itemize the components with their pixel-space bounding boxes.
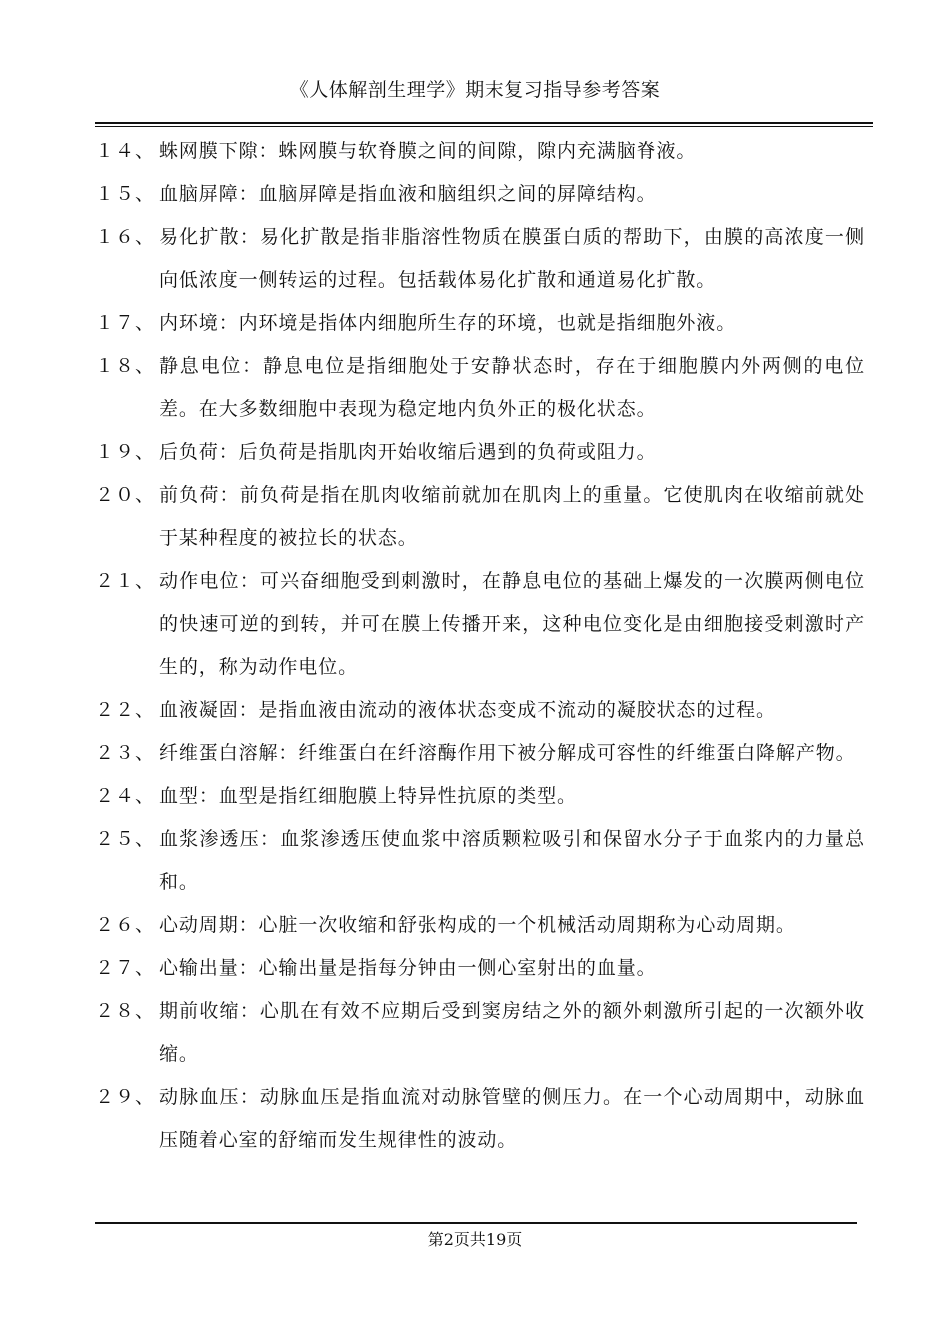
item-text — [159, 216, 865, 302]
item-text — [159, 130, 865, 173]
item-number: １８、 — [95, 355, 156, 377]
item-term: 动脉血压 — [159, 1086, 240, 1108]
footer-rule — [95, 1222, 857, 1224]
list-item-26 — [95, 904, 865, 947]
item-number: ２０、 — [95, 484, 156, 506]
item-term: 后负荷 — [159, 441, 219, 463]
item-number: ２４、 — [95, 785, 156, 807]
item-separator: ： — [219, 484, 240, 506]
list-item-17 — [95, 302, 865, 345]
list-item-21 — [95, 560, 865, 689]
item-definition: 可兴奋细胞受到刺激时，在静息电位的基础上爆发的一次膜两侧电位的快速可逆的到转，并可在膜上传播开来，这种电位变化是由细胞接受刺激时产生的，称为动作电位。 — [159, 570, 865, 678]
item-number: ２１、 — [95, 570, 156, 592]
item-definition: 心脏一次收缩和舒张构成的一个机械活动周期称为心动周期。 — [258, 914, 796, 936]
item-term: 期前收缩 — [159, 1000, 240, 1022]
item-definition: 内环境是指体内细胞所生存的环境，也就是指细胞外液。 — [238, 312, 737, 334]
item-number: ２５、 — [95, 828, 156, 850]
list-item-16 — [95, 216, 865, 302]
item-term: 血浆渗透压 — [159, 828, 260, 850]
page-header-title: 《人体解剖生理学》期末复习指导参考答案 — [289, 79, 661, 101]
item-definition: 血浆渗透压使血浆中溶质颗粒吸引和保留水分子于血浆内的力量总和。 — [159, 828, 865, 893]
item-separator: ： — [198, 785, 219, 807]
item-term: 内环境 — [159, 312, 219, 334]
item-definition: 心肌在有效不应期后受到窦房结之外的额外刺激所引起的一次额外收缩。 — [159, 1000, 865, 1065]
item-definition: 后负荷是指肌肉开始收缩后遇到的负荷或阻力。 — [238, 441, 657, 463]
item-separator: ： — [242, 355, 263, 377]
list-item-18 — [95, 345, 865, 431]
list-item-20 — [95, 474, 865, 560]
item-separator: ： — [238, 957, 259, 979]
item-text — [159, 560, 865, 689]
item-number: １７、 — [95, 312, 156, 334]
list-item-14 — [95, 130, 865, 173]
item-separator: ： — [218, 312, 239, 334]
item-number: １６、 — [95, 226, 156, 248]
list-item-29 — [95, 1076, 865, 1162]
item-text — [159, 990, 865, 1076]
item-term: 纤维蛋白溶解 — [159, 742, 279, 764]
item-text — [159, 775, 865, 818]
item-term: 血液凝固 — [159, 699, 239, 721]
item-number: １５、 — [95, 183, 156, 205]
item-definition: 是指血液由流动的液体状态变成不流动的凝胶状态的过程。 — [258, 699, 776, 721]
item-number: ２６、 — [95, 914, 156, 936]
item-text — [159, 345, 865, 431]
list-item-22 — [95, 689, 865, 732]
item-text — [159, 732, 865, 775]
item-definition: 蛛网膜与软脊膜之间的间隙，隙内充满脑脊液。 — [278, 140, 697, 162]
item-definition: 血型是指红细胞膜上特异性抗原的类型。 — [218, 785, 577, 807]
item-number: ２３、 — [95, 742, 156, 764]
item-text — [159, 173, 865, 216]
item-definition: 纤维蛋白在纤溶酶作用下被分解成可容性的纤维蛋白降解产物。 — [298, 742, 856, 764]
item-definition: 易化扩散是指非脂溶性物质在膜蛋白质的帮助下，由膜的高浓度一侧向低浓度一侧转运的过程。包括载体易化扩散和通道易化扩散。 — [159, 226, 865, 291]
item-separator: ： — [239, 1086, 260, 1108]
item-number: ２９、 — [95, 1086, 156, 1108]
item-definition: 血脑屏障是指血液和脑组织之间的屏障结构。 — [258, 183, 657, 205]
list-item-24 — [95, 775, 865, 818]
item-text — [159, 431, 865, 474]
list-item-15 — [95, 173, 865, 216]
item-term: 血脑屏障 — [159, 183, 239, 205]
item-separator: ： — [259, 828, 281, 850]
item-text — [159, 904, 865, 947]
item-definition: 前负荷是指在肌肉收缩前就加在肌肉上的重量。它使肌肉在收缩前就处于某种程度的被拉长的状态。 — [159, 484, 866, 549]
item-term: 心动周期 — [159, 914, 239, 936]
item-text — [159, 689, 865, 732]
item-term: 静息电位 — [159, 355, 243, 377]
item-term: 易化扩散 — [159, 226, 240, 248]
item-number: １４、 — [95, 140, 156, 162]
item-separator: ： — [278, 742, 299, 764]
item-term: 心输出量 — [159, 957, 239, 979]
item-text — [159, 474, 865, 560]
item-number: ２７、 — [95, 957, 156, 979]
item-separator: ： — [218, 441, 239, 463]
item-term: 动作电位 — [159, 570, 240, 592]
item-definition: 静息电位是指细胞处于安静状态时，存在于细胞膜内外两侧的电位差。在大多数细胞中表现为稳定地内负外正的极化状态。 — [159, 355, 865, 420]
item-separator: ： — [238, 183, 259, 205]
item-separator: ： — [239, 570, 260, 592]
item-separator: ： — [239, 1000, 260, 1022]
item-number: ２８、 — [95, 1000, 156, 1022]
page-number: 第2页共19页 — [427, 1230, 523, 1249]
item-definition: 动脉血压是指血流对动脉管壁的侧压力。在一个心动周期中，动脉血压随着心室的舒缩而发生规律性的波动。 — [159, 1086, 865, 1151]
list-item-28 — [95, 990, 865, 1076]
item-term: 蛛网膜下隙 — [159, 140, 259, 162]
list-item-27 — [95, 947, 865, 990]
item-term: 血型 — [159, 785, 199, 807]
item-text — [159, 947, 865, 990]
item-separator: ： — [239, 226, 260, 248]
list-item-23 — [95, 732, 865, 775]
item-definition: 心输出量是指每分钟由一侧心室射出的血量。 — [258, 957, 657, 979]
item-number: ２２、 — [95, 699, 156, 721]
header-rule-thin — [95, 126, 873, 127]
item-text — [159, 818, 865, 904]
list-item-19 — [95, 431, 865, 474]
item-number: １９、 — [95, 441, 156, 463]
item-term: 前负荷 — [159, 484, 220, 506]
item-separator: ： — [258, 140, 279, 162]
list-item-25 — [95, 818, 865, 904]
item-separator: ： — [238, 699, 259, 721]
item-text — [159, 302, 865, 345]
definition-list — [95, 130, 865, 1162]
item-separator: ： — [238, 914, 259, 936]
header-rule-thick — [95, 122, 873, 124]
item-text — [159, 1076, 865, 1162]
